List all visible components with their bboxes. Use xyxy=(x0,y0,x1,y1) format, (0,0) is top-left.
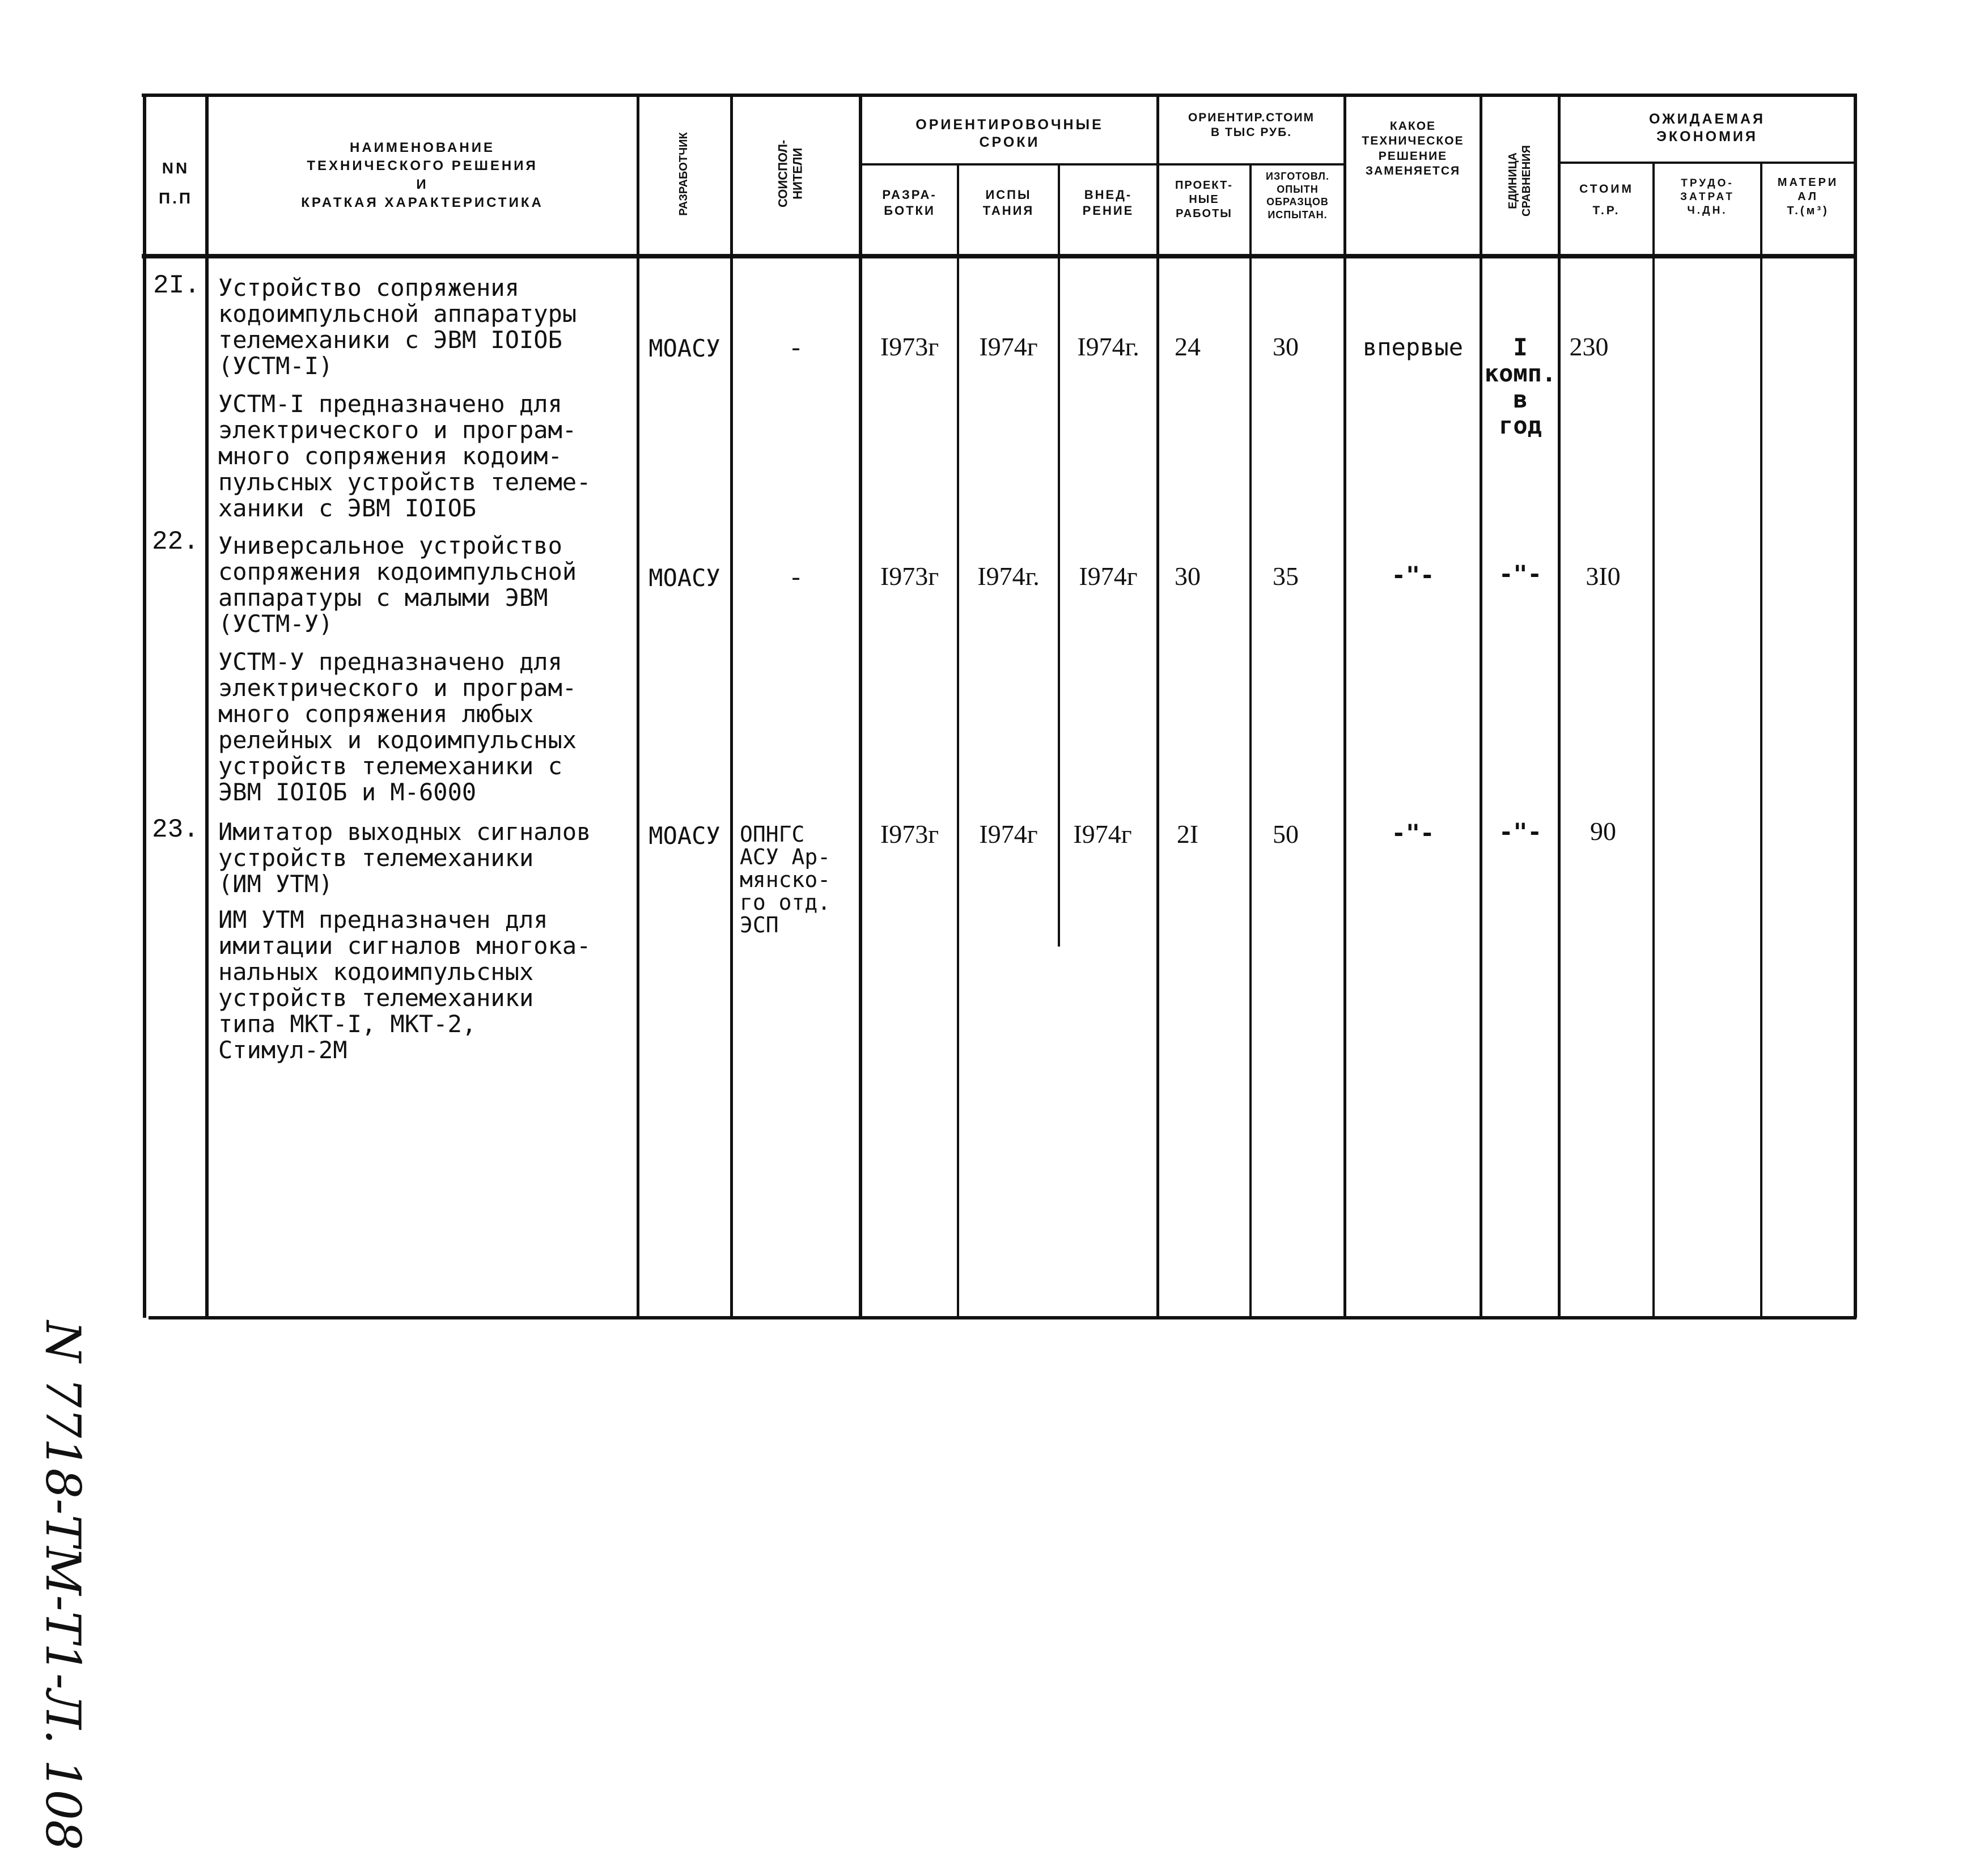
row-replaces: впервые xyxy=(1362,333,1463,361)
header-terms: ОРИЕНТИРОВОЧНЫЕ СРОКИ xyxy=(915,117,1104,151)
row-make-cost: 50 xyxy=(1273,820,1299,848)
table-top-border xyxy=(142,94,1856,97)
header-eco-cost: СТОИМ Т.Р. xyxy=(1579,183,1634,217)
row-test-year: I974г xyxy=(979,820,1038,848)
row-eco-cost: 3I0 xyxy=(1586,562,1621,591)
row-developer: МОАСУ xyxy=(648,564,720,592)
row-eco-cost: 90 xyxy=(1590,817,1616,846)
row-title: Устройство сопряжения кодоимпульсной аппаратуры телемеханики с ЭВМ IOIOБ (УСТМ-I) xyxy=(218,274,577,380)
col-line-terms xyxy=(859,94,862,1318)
col-line-left xyxy=(143,94,146,1318)
header-bottom-border xyxy=(142,254,1856,258)
header-terms-dev: РАЗРА- БОТКИ xyxy=(882,188,937,218)
col-line-right xyxy=(1854,94,1857,1318)
terms-subheader-line xyxy=(862,163,1156,166)
row-dev-year: I973г xyxy=(880,562,939,591)
row-description: УСТМ-I предназначено для электрического и програм- много сопряжения кодоим- пульсных устройств телеме- ханики с ЭВМ IOIOБ xyxy=(218,390,591,522)
header-cost-make: ИЗГОТОВЛ. ОПЫТН ОБРАЗЦОВ ИСПЫТАН. xyxy=(1266,171,1329,220)
col-line-labor xyxy=(1652,163,1655,1318)
header-unit: ЕДИНИЦА СРАВНЕНИЯ xyxy=(1507,145,1533,217)
economy-subheader-line xyxy=(1559,162,1856,164)
row-unit: -"- xyxy=(1499,560,1542,588)
header-developer: РАЗРАБОТЧИК xyxy=(677,132,690,216)
row-number: 23. xyxy=(152,815,199,845)
header-replaces: КАКОЕ ТЕХНИЧЕСКОЕ РЕШЕНИЕ ЗАМЕНЯЕТСЯ xyxy=(1362,120,1464,177)
header-terms-impl: ВНЕД- РЕНИЕ xyxy=(1082,188,1134,218)
col-line-developer xyxy=(637,94,639,1318)
row-unit: I комп. в год xyxy=(1484,333,1557,439)
col-line-unit xyxy=(1480,94,1482,1318)
header-economy: ОЖИДАЕМАЯ ЭКОНОМИЯ xyxy=(1648,111,1766,145)
col-line-cost xyxy=(1156,94,1159,1318)
row-coexec: - xyxy=(791,332,800,361)
row-number: 22. xyxy=(152,527,199,557)
row-test-year: I974г. xyxy=(977,562,1040,591)
col-line-coexec xyxy=(730,94,733,1318)
header-eco-labor: ТРУДО- ЗАТРАТ Ч.ДН. xyxy=(1680,177,1735,217)
col-line-economy xyxy=(1558,94,1561,1318)
row-replaces: -"- xyxy=(1391,819,1435,847)
row-unit: -"- xyxy=(1499,818,1542,846)
header-cost: ОРИЕНТИР.СТОИМ В ТЫС РУБ. xyxy=(1188,111,1315,139)
row-developer: МОАСУ xyxy=(648,822,720,850)
row-title: Универсальное устройство сопряжения кодоимпульсной аппаратуры с малыми ЭВМ (УСТМ-У) xyxy=(218,532,577,638)
col-line-material xyxy=(1760,163,1762,1318)
col-line-replaces xyxy=(1343,94,1346,1318)
row-dev-year: I973г xyxy=(880,332,939,361)
row-coexec: - xyxy=(791,562,800,591)
header-cost-design: ПРОЕКТ- НЫЕ РАБОТЫ xyxy=(1175,179,1233,220)
row-make-cost: 30 xyxy=(1273,332,1299,361)
row-impl-year: I974г xyxy=(1073,820,1132,848)
header-name: НАИМЕНОВАНИЕ ТЕХНИЧЕСКОГО РЕШЕНИЯ И КРАТКАЯ ХАРАКТЕРИСТИКА xyxy=(301,140,544,211)
row-design-cost: 24 xyxy=(1175,332,1201,361)
row-design-cost: 30 xyxy=(1175,562,1201,591)
table-bottom-border xyxy=(149,1316,1856,1319)
row-eco-cost: 230 xyxy=(1569,332,1609,361)
header-terms-test: ИСПЫ ТАНИЯ xyxy=(982,188,1035,218)
row-description: УСТМ-У предназначено для электрического и програм- много сопряжения любых релейных и кодоимпульсных устройств телемеханики с ЭВМ IOIOБ и М-6000 xyxy=(218,648,577,806)
header-nn: NN П.П xyxy=(158,159,193,207)
row-developer: МОАСУ xyxy=(648,334,720,362)
row-impl-year: I974г. xyxy=(1077,332,1139,361)
row-title: Имитатор выходных сигналов устройств телемеханики (ИМ УТМ) xyxy=(218,818,591,898)
row-coexec: ОПНГС АСУ Ар- мянско- го отд. ЭСП xyxy=(740,822,831,937)
row-test-year: I974г xyxy=(979,332,1038,361)
row-dev-year: I973г xyxy=(880,820,939,848)
col-line-name xyxy=(205,94,209,1318)
row-make-cost: 35 xyxy=(1273,562,1299,591)
row-design-cost: 2I xyxy=(1176,820,1199,848)
header-eco-material: МАТЕРИ АЛ Т.(м³) xyxy=(1777,176,1839,217)
document-number-stamp: N 7718-ТМ-Т1-Л. 108 xyxy=(35,1321,91,1850)
header-coexec: СОИСПОЛ- НИТЕЛИ xyxy=(775,139,805,208)
row-replaces: -"- xyxy=(1391,561,1435,589)
row-description: ИМ УТМ предназначен для имитации сигналов многока- нальных кодоимпульсных устройств телемеханики типа МКТ-I, МКТ-2, Стимул-2М xyxy=(218,906,591,1064)
row-impl-year: I974г xyxy=(1079,562,1138,591)
row-number: 2I. xyxy=(153,271,200,300)
